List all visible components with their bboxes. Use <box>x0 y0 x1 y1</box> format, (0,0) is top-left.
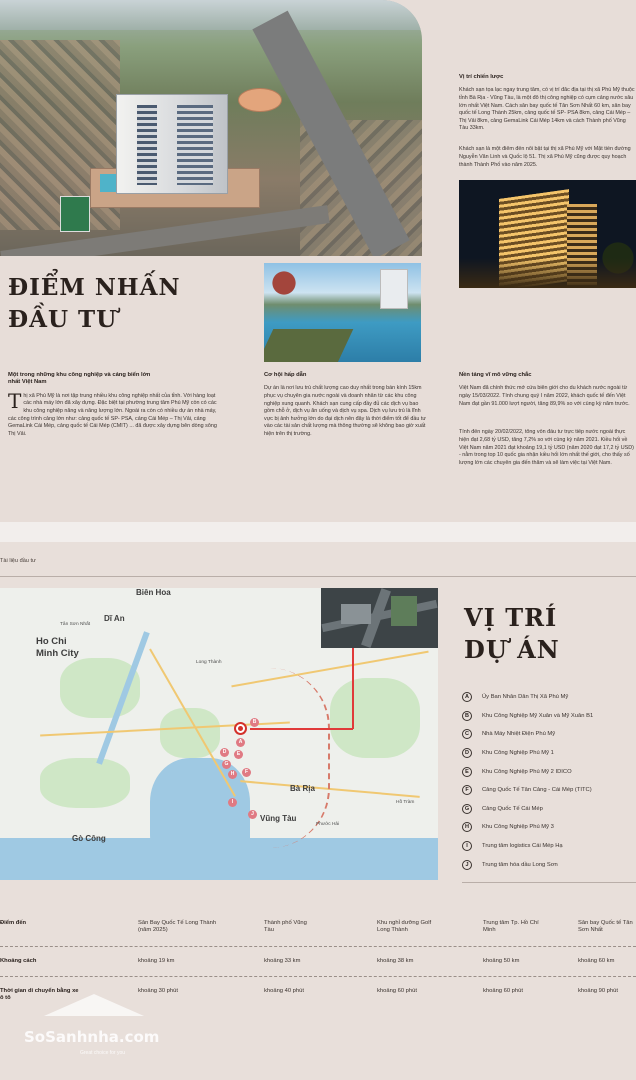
map-marker-d[interactable]: D <box>220 748 229 757</box>
strategic-p1: Khách sạn tọa lạc ngay trung tâm, có vị trí đắc địa tại thị xã Phú Mỹ thuộc tỉnh Bà Rịa - Vũng Tàu, là một đô thị công nghiệp có cụm cảng nước sâu lớn nhất Việt Nam. Cách sân bay quốc tế Tân Sơn Nhất 60 km, sân bay quốc tế Long Thành 25km, cảng quốc tế SP- PSA 8km, cảng Cái Mép – Thị Vải 8km, cảng GemaLink Cái Mép 14km và cách Thành phố Vũng Tàu 33km. <box>459 87 635 132</box>
dest-vung-tau: Thành phố Vũng Tàu <box>264 920 307 934</box>
legend-item-i: I Trung tâm logistics Cái Mép Hạ <box>462 837 636 856</box>
dropcap: T <box>8 388 22 413</box>
time-4: khoảng 90 phút <box>578 988 618 994</box>
legend-item-h: H Khu Công Nghiệp Phú Mỹ 3 <box>462 818 636 837</box>
map-label-long-thanh: Long Thành <box>196 660 222 665</box>
dest-tan-son-nhat: Sân bay Quốc tế Tân Sơn Nhất <box>578 920 633 934</box>
map-marker-b[interactable]: B <box>250 718 259 727</box>
legend-item-g: G Cảng Quốc Tế Cái Mép <box>462 800 636 819</box>
watermark-brand: SoSanhnha.com <box>24 1028 160 1046</box>
legend-divider <box>462 882 636 883</box>
map-label-tan-son-nhat: Tân Sơn Nhất <box>60 622 91 627</box>
legend-item-a: A Ủy Ban Nhân Dân Thị Xã Phú Mỹ <box>462 688 636 707</box>
distance-4: khoảng 60 km <box>578 958 615 964</box>
map-label-di-an: Dĩ An <box>104 614 125 623</box>
strategic-heading: Vị trí chiến lược <box>459 74 504 80</box>
dest-golf-long-thanh: Khu nghỉ dưỡng Golf Long Thành <box>377 920 432 934</box>
industry-heading: Một trong những khu công nghiệp và cảng biển lớn nhất Việt Nam <box>8 372 151 386</box>
distance-2: khoảng 38 km <box>377 958 414 964</box>
legend-item-b: B Khu Công Nghiệp Mỹ Xuân và Mỹ Xuân B1 <box>462 707 636 726</box>
table-divider-1 <box>0 946 636 947</box>
opportunity-body: Dự án là nơi lưu trú chất lượng cao duy nhất trong bán kính 15km phục vụ chuyên gia nước ngoài và doanh nhân từ các khu công nghiệp xung quanh. Khách sạn cung cấp đầy đủ các dịch vụ bao gồm chỗ ở, dịch vụ ăn uống và dịch vụ spa. Dịch vụ lưu trú là lĩnh vực bị ảnh hưởng lớn do đại dịch nên đây là thời điểm tốt để đầu tư vào các tài sản chất lượng mà thông thường sẽ không bao giờ xuất hiện trên thị trường. <box>264 385 426 437</box>
map-marker-f[interactable]: F <box>242 768 251 777</box>
row-label-travel-time: Thời gian di chuyển bằng xe ô tô <box>0 988 79 1002</box>
map-label-ba-ria: Bà Rịa <box>290 784 315 793</box>
watermark-tagline: Great choice for you <box>80 1050 126 1056</box>
legend-item-e: E Khu Công Nghiệp Phú Mỹ 2 IDICO <box>462 762 636 781</box>
pointer-line <box>250 728 353 730</box>
satellite-inset <box>321 588 438 648</box>
row-label-distance: Khoảng cách <box>0 958 37 964</box>
opportunity-heading: Cơ hội hấp dẫn <box>264 372 307 378</box>
time-1: khoảng 40 phút <box>264 988 304 994</box>
hotel-night-photo <box>459 180 636 288</box>
time-0: khoảng 30 phút <box>138 988 178 994</box>
map-marker-e[interactable]: E <box>234 750 243 759</box>
map-label-vung-tau: Vũng Tàu <box>260 814 297 823</box>
map-label-hcm-line1: Ho Chi <box>36 636 67 647</box>
map-marker-h[interactable]: H <box>228 770 237 779</box>
table-divider-2 <box>0 976 636 977</box>
document-label: Tài liệu đầu tư <box>0 558 36 564</box>
economy-section <box>459 372 636 480</box>
map-label-hcm-line2: Minh City <box>36 648 79 659</box>
industry-body: T hị xã Phú Mỹ là nơi tập trung nhiều khu công nghiệp nhất của tỉnh. Với hàng loạt các nhà máy lớn đã xây dựng. Đặc biệt tại phường trung tâm Phú Mỹ còn có các khu công nghiệp năng và năng lượng lớn. Ngoài ra còn có nhiều dự án nhà máy, các công trình cảng lớn như: cảng quốc tế SP- PSA, cảng Cái Mép – Thị Vải, cảng GemaLink Cái Mép, cảng quốc tế Cái Mép (CMIT) ... đã được xây dựng bên dòng sông Thị Vải. <box>8 388 217 437</box>
strategic-location-section <box>459 74 636 173</box>
map-label-go-cong: Gò Công <box>72 834 106 843</box>
project-pin[interactable] <box>234 722 247 735</box>
investment-highlight-page <box>0 0 636 522</box>
map-marker-a[interactable]: A <box>236 738 245 747</box>
map-label-bien-hoa: Biên Hoa <box>136 588 171 597</box>
project-location-title: VỊ TRÍ DỰ ÁN <box>464 603 560 664</box>
pointer-line-vertical <box>352 648 354 729</box>
distance-0: khoảng 19 km <box>138 958 175 964</box>
pool-photo <box>264 263 421 362</box>
map-marker-i[interactable]: I <box>228 798 237 807</box>
row-label-destination: Điểm đến <box>0 920 27 926</box>
distance-3: khoảng 50 km <box>483 958 520 964</box>
legend-item-d: D Khu Công Nghiệp Phú Mỹ 1 <box>462 744 636 763</box>
legend-item-c: C Nhà Máy Nhiệt Điện Phú Mỹ <box>462 725 636 744</box>
time-3: khoảng 60 phút <box>483 988 523 994</box>
legend-item-j: J Trung tâm hóa dầu Long Sơn <box>462 855 636 874</box>
page-gap <box>0 522 636 542</box>
opportunity-section <box>264 372 428 442</box>
legend-item-f: F Cảng Quốc Tế Tân Cảng - Cái Mép (TITC) <box>462 781 636 800</box>
watermark <box>16 994 176 1064</box>
project-location-page <box>0 542 636 1080</box>
map-legend <box>462 688 636 874</box>
map-marker-g[interactable]: G <box>222 760 231 769</box>
investment-highlight-title: ĐIỂM NHẤN ĐẦU TƯ <box>8 274 181 333</box>
distance-1: khoảng 33 km <box>264 958 301 964</box>
strategic-p2: Khách sạn là một điểm đến nổi bật tại thị xã Phú Mỹ với Mặt tiền đường Nguyễn Văn Linh và Quốc lộ 51. Thị xã Phú Mỹ cũng được quy hoạch thành Thành Phố vào năm 2025. <box>459 146 631 168</box>
economy-p1: Việt Nam đã chính thức mở cửa biên giới cho du khách nước ngoài từ ngày 15/03/2022. Tính chung quý I năm 2022, khách quốc tế đến Việt Nam đạt gần 91.000 lượt người, tăng 89,9% so với cùng kỳ năm trước. <box>459 385 630 407</box>
map-label-phuoc-hai: Phước Hải <box>316 822 340 827</box>
dest-hcm-center: Trung tâm Tp. Hồ Chí Minh <box>483 920 539 934</box>
time-2: khoảng 60 phút <box>377 988 417 994</box>
aerial-hotel-photo <box>0 0 422 256</box>
header-divider <box>0 576 636 577</box>
industry-section <box>8 372 222 438</box>
location-map[interactable] <box>0 588 438 880</box>
map-label-ho-tram: Hồ Tràm <box>396 800 415 805</box>
dest-long-thanh-airport: Sân Bay Quốc Tế Long Thành (năm 2025) <box>138 920 217 934</box>
economy-heading: Nền tảng vĩ mô vững chắc <box>459 372 532 378</box>
economy-p2: Tính đến ngày 20/02/2022, tổng vốn đầu tư trực tiếp nước ngoài thực hiện đạt 2,68 tỷ USD, tăng 7,2% so với cùng kỳ năm 2021. Kiều hối về Việt Nam năm 2021 đạt khoảng 19,1 tỷ USD (năm 2020 đạt 17,2 tỷ USD) - nằm trong top 10 quốc gia nhận kiều hối lớn nhất thế giới, cho thấy số lượng lớn các chuyên gia đến thăm và sẽ làm việc tại Việt Nam. <box>459 429 634 466</box>
house-icon <box>44 994 144 1016</box>
map-marker-j[interactable]: J <box>248 810 257 819</box>
